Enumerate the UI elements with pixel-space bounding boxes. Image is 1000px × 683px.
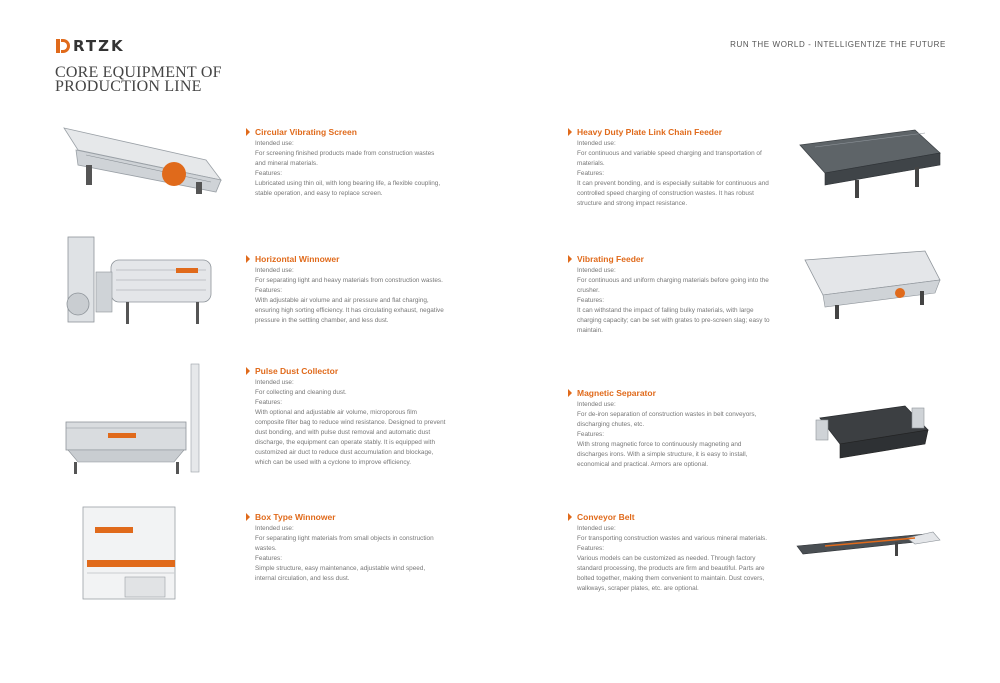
intended-use-label: Intended use: bbox=[255, 140, 294, 147]
brand-logo bbox=[56, 37, 125, 55]
plate-link-chain-feeder-image bbox=[795, 125, 945, 205]
features-text: With adjustable air volume and air pressure and flat charging, ensuring high sorting efficiency. It has circulating exhaust, negative pressure in the settling chamber, and less dust. bbox=[255, 297, 444, 324]
item-title: Magnetic Separator bbox=[577, 388, 656, 398]
item-circular-vibrating-screen bbox=[246, 127, 446, 199]
item-title: Circular Vibrating Screen bbox=[255, 127, 357, 137]
features-label: Features: bbox=[577, 297, 604, 304]
item-magnetic-separator bbox=[568, 388, 773, 470]
features-text: Various models can be customized as needed. Through factory standard processing, the products are firm and beautiful. Parts are bolted together, making them convenient to maintain. Dust covers, walkways, scraper plates, etc. are optional. bbox=[577, 555, 765, 592]
intended-use-text: For separating light and heavy materials from construction wastes. bbox=[255, 277, 443, 284]
intended-use-label: Intended use: bbox=[577, 267, 616, 274]
features-label: Features: bbox=[577, 170, 604, 177]
features-text: With optional and adjustable air volume, microporous film composite filter bag to reduce wind resistance. Designed to prevent dust bonding, and with pulse dust removal and automatic dust discharge, the equipment can operate stably. It is equipped with customized air duct to reduce dust accumulation and blockage, which can be used with a cyclone to improve efficiency. bbox=[255, 409, 446, 466]
arrow-right-icon bbox=[246, 513, 250, 521]
item-vibrating-feeder bbox=[568, 254, 773, 336]
arrow-right-icon bbox=[568, 389, 572, 397]
conveyor-belt-image bbox=[795, 528, 945, 568]
arrow-right-icon bbox=[568, 255, 572, 263]
circular-vibrating-screen-image bbox=[56, 120, 236, 195]
item-pulse-dust-collector bbox=[246, 366, 446, 468]
item-horizontal-winnower bbox=[246, 254, 446, 326]
features-text: It can prevent bonding, and is especially suitable for continuous and controlled speed charging of construction wastes. It has robust structure and strong impact resistance. bbox=[577, 180, 769, 207]
magnetic-separator-image bbox=[810, 400, 935, 470]
item-title: Pulse Dust Collector bbox=[255, 366, 339, 376]
intended-use-text: For collecting and cleaning dust. bbox=[255, 389, 347, 396]
item-conveyor-belt bbox=[568, 512, 773, 594]
item-title: Vibrating Feeder bbox=[577, 254, 644, 264]
intended-use-label: Intended use: bbox=[255, 267, 294, 274]
intended-use-label: Intended use: bbox=[577, 401, 616, 408]
arrow-right-icon bbox=[246, 255, 250, 263]
intended-use-text: For separating light materials from small objects in construction wastes. bbox=[255, 535, 434, 552]
item-box-type-winnower bbox=[246, 512, 446, 584]
tagline: RUN THE WORLD - INTELLIGENTIZE THE FUTURE bbox=[730, 40, 946, 49]
item-title: Horizontal Winnower bbox=[255, 254, 340, 264]
features-label: Features: bbox=[255, 555, 282, 562]
arrow-right-icon bbox=[246, 128, 250, 136]
intended-use-text: For screening finished products made from construction wastes and mineral materials. bbox=[255, 150, 435, 167]
features-text: Simple structure, easy maintenance, adjustable wind speed, internal circulation, and less dust. bbox=[255, 565, 426, 582]
features-label: Features: bbox=[577, 545, 604, 552]
horizontal-winnower-image bbox=[56, 232, 216, 332]
logo-mark-icon bbox=[56, 39, 70, 53]
features-label: Features: bbox=[255, 170, 282, 177]
features-text: With strong magnetic force to continuously magneting and discharges irons. With a simple structure, it is easy to install, economical and practical. Armors are optional. bbox=[577, 441, 748, 468]
pulse-dust-collector-image bbox=[56, 362, 216, 480]
intended-use-text: For de-iron separation of construction wastes in belt conveyors, discharging chutes, etc. bbox=[577, 411, 757, 428]
intended-use-text: For continuous and uniform charging materials before going into the crusher. bbox=[577, 277, 769, 294]
features-label: Features: bbox=[255, 287, 282, 294]
vibrating-feeder-image bbox=[795, 245, 945, 325]
page-title-line-1: CORE EQUIPMENT OF bbox=[55, 64, 222, 81]
item-plate-link-chain-feeder bbox=[568, 127, 773, 209]
item-title: Conveyor Belt bbox=[577, 512, 635, 522]
intended-use-label: Intended use: bbox=[577, 140, 616, 147]
features-label: Features: bbox=[577, 431, 604, 438]
features-text: Lubricated using thin oil, with long bearing life, a flexible coupling, stable operation, and easy to replace screen. bbox=[255, 180, 441, 197]
intended-use-label: Intended use: bbox=[255, 379, 294, 386]
features-text: It can withstand the impact of falling bulky materials, with large charging capacity; can be set with grates to pre-screen slag; easy to maintain. bbox=[577, 307, 770, 334]
intended-use-text: For continuous and variable speed charging and transportation of materials. bbox=[577, 150, 762, 167]
features-label: Features: bbox=[255, 399, 282, 406]
intended-use-label: Intended use: bbox=[255, 525, 294, 532]
logo-text: RTZK bbox=[73, 37, 125, 55]
item-title: Heavy Duty Plate Link Chain Feeder bbox=[577, 127, 723, 137]
intended-use-label: Intended use: bbox=[577, 525, 616, 532]
intended-use-text: For transporting construction wastes and various mineral materials. bbox=[577, 535, 768, 542]
arrow-right-icon bbox=[568, 128, 572, 136]
item-title: Box Type Winnower bbox=[255, 512, 336, 522]
arrow-right-icon bbox=[246, 367, 250, 375]
page-title-line-2: PRODUCTION LINE bbox=[55, 78, 202, 95]
box-type-winnower-image bbox=[75, 505, 185, 605]
page-title bbox=[55, 66, 222, 94]
arrow-right-icon bbox=[568, 513, 572, 521]
